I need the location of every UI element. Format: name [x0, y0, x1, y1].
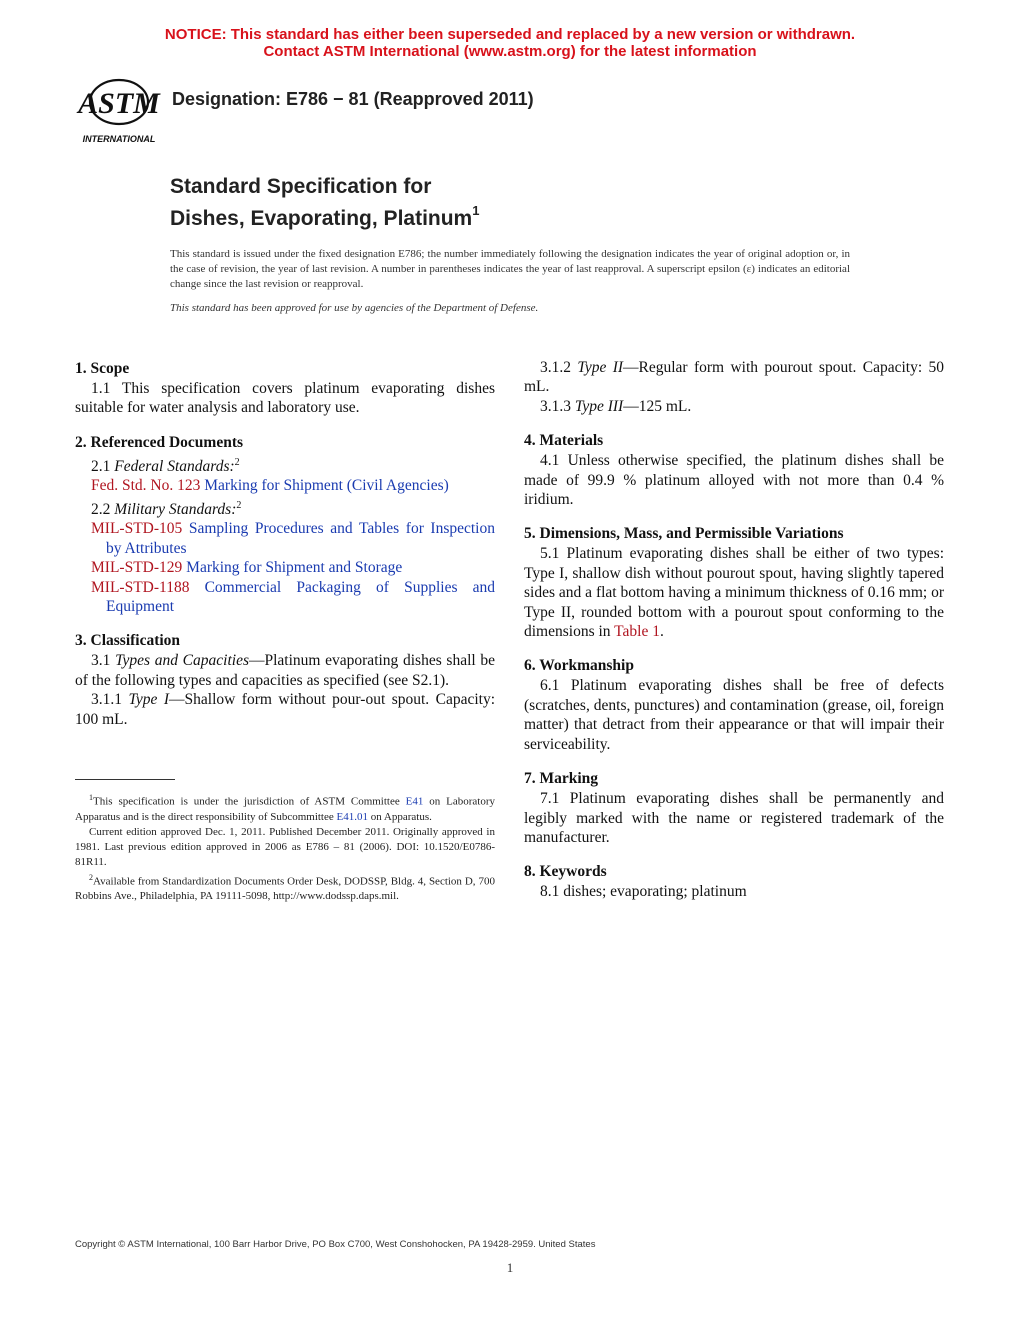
- table-1-link[interactable]: Table 1: [614, 623, 660, 641]
- withdrawal-notice: [0, 26, 1020, 60]
- title-footnote-mark: 1: [472, 203, 480, 218]
- document-title: [170, 174, 479, 232]
- mil-std-105-ref[interactable]: MIL-STD-105 Sampling Procedures and Tables for Inspection by Attributes: [91, 520, 495, 557]
- section-7-1: 7.1 Platinum evaporating dishes shall be permanently and legibly marked with the name or registered trademark of the manufacturer.: [524, 790, 944, 846]
- astm-logo: [76, 72, 162, 146]
- dod-approval-note: This standard has been approved for use by agencies of the Department of Defense.: [170, 302, 539, 314]
- mil-std-1188-ref[interactable]: MIL-STD-1188 Commercial Packaging of Supplies and Equipment: [91, 578, 495, 615]
- section-8-1: 8.1 dishes; evaporating; platinum: [540, 883, 747, 901]
- section-2-2: 2.2 Military Standards:$^2$: [91, 499, 242, 518]
- copyright-line: Copyright © ASTM International, 100 Barr Harbor Drive, PO Box C700, West Conshohocken, PA 19428-2959. United States: [75, 1239, 596, 1250]
- section-4-heading: 4. Materials: [524, 432, 604, 450]
- section-7-heading: 7. Marking: [524, 770, 599, 788]
- section-3-1-2: 3.1.2 Type II—Regular form with pourout spout. Capacity: 50 mL.: [524, 359, 944, 396]
- fed-std-123-ref[interactable]: Fed. Std. No. 123 Marking for Shipment (Civil Agencies): [91, 477, 449, 495]
- notice-line-1: NOTICE: This standard has either been superseded and replaced by a new version or withdrawn.: [164, 26, 856, 43]
- section-3-heading: 3. Classification: [75, 632, 181, 650]
- left-column: [75, 358, 495, 729]
- mil-std-129-ref[interactable]: MIL-STD-129 Marking for Shipment and Storage: [91, 559, 403, 577]
- notice-line-2: Contact ASTM International (www.astm.org) for the latest information: [263, 43, 757, 60]
- section-6-heading: 6. Workmanship: [524, 657, 634, 675]
- section-8-heading: 8. Keywords: [524, 863, 607, 881]
- footnote-1-edition: Current edition approved Dec. 1, 2011. Published December 2011. Originally approved in 1981. Last previous edition approved in 2006 as E786 – 81 (2006). DOI: 10.1520/E0786-81R11.: [75, 825, 495, 868]
- section-3-1-1: 3.1.1 Type I—Shallow form without pour-out spout. Capacity: 100 mL.: [75, 691, 495, 728]
- title-line-2: Dishes, Evaporating, Platinum: [170, 207, 473, 230]
- designation: Designation: E786 − 81 (Reapproved 2011): [172, 89, 534, 109]
- footnotes: [75, 790, 495, 904]
- section-3-1: 3.1 Types and Capacities—Platinum evaporating dishes shall be of the following types and capacities as specified (see S2.1).: [75, 652, 496, 689]
- footnote-rule: [75, 779, 175, 780]
- section-5-1: 5.1 Platinum evaporating dishes shall be either of two types: Type I, shallow dish without pourout spout, having slightly tapered sides and a flat bottom having a minimum thickness of 0.16 mm; or Type II, rounded bottom with a pourout spout conforming to the dimensions in Table 1.: [524, 545, 944, 641]
- preamble: This standard is issued under the fixed designation E786; the number immediately following the designation indicates the year of original adoption or, in the case of revision, the year of last revision. A number in parentheses indicates the year of last reapproval. A superscript epsilon (ε) indicates an editorial change since the last revision or reapproval.: [170, 248, 850, 290]
- section-4-1: 4.1 Unless otherwise specified, the platinum dishes shall be made of 99.9 % platinum alloyed with not more than 0.4 % iridium.: [524, 452, 944, 509]
- section-1-heading: 1. Scope: [75, 360, 130, 377]
- section-1-1: 1.1 This specification covers platinum evaporating dishes suitable for water analysis and laboratory use.: [75, 380, 495, 417]
- title-line-1: Standard Specification for: [170, 175, 432, 198]
- committee-e41-link[interactable]: E41: [405, 795, 424, 808]
- logo-letters: ASTM: [78, 87, 160, 120]
- footnote-1: $^1$This specification is under the jurisdiction of ASTM Committee E41 on Laboratory Apparatus and is the direct responsibility of Subcommittee E41.01 on Apparatus.: [75, 793, 495, 823]
- subcommittee-e41-01-link[interactable]: E41.01: [336, 810, 368, 823]
- logo-subtext: INTERNATIONAL: [82, 134, 156, 144]
- right-column: [524, 358, 944, 902]
- section-2-1: 2.1 Federal Standards:$^2$: [91, 456, 240, 475]
- section-5-heading: 5. Dimensions, Mass, and Permissible Variations: [524, 525, 844, 543]
- footnote-2: $^2$Available from Standardization Documents Order Desk, DODSSP, Bldg. 4, Section D, 700 Robbins Ave., Philadelphia, PA 19111-5098, http://www.dodssp.daps.mil.: [75, 872, 495, 903]
- page-number: 1: [506, 1260, 514, 1275]
- section-3-1-3: 3.1.3 Type III—125 mL.: [540, 397, 692, 415]
- section-6-1: 6.1 Platinum evaporating dishes shall be free of defects (scratches, dents, punctures) and contamination (grease, oil, foreign matter) that detract from their appearance or that will impair their serviceability.: [524, 677, 944, 753]
- section-2-heading: 2. Referenced Documents: [75, 433, 244, 451]
